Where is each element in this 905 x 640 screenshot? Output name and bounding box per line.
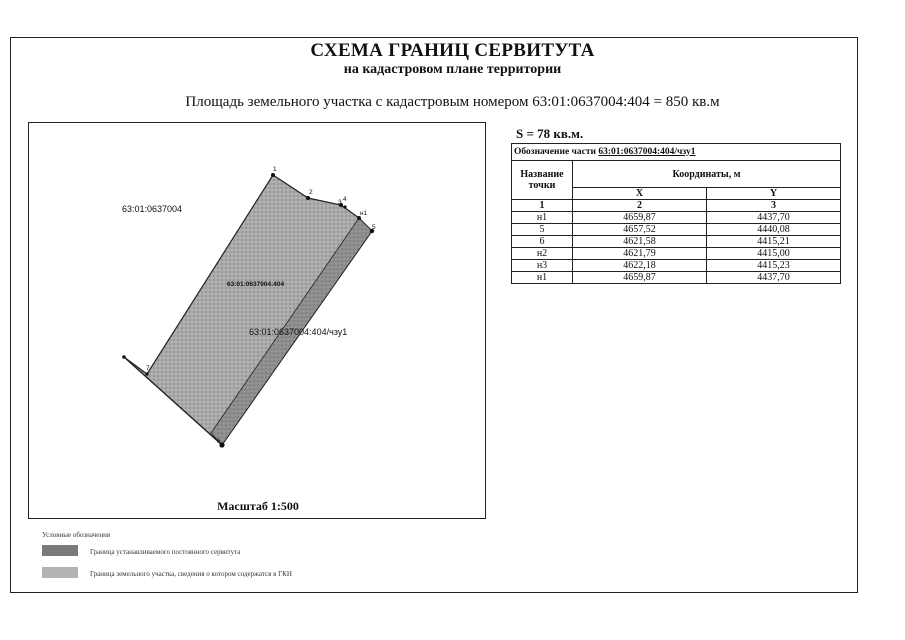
- point-label-2: 2: [309, 189, 313, 196]
- map-scale: Масштаб 1:500: [217, 499, 299, 513]
- table-caption-row: [512, 144, 841, 161]
- legend-swatch-servitude: [42, 545, 78, 556]
- legend-title: Условные обозначения: [42, 531, 111, 539]
- point-label-4: 4: [343, 196, 347, 203]
- vertex-4: [343, 205, 346, 208]
- servitude-area: S = 78 кв.м.: [516, 126, 584, 141]
- vertex-2: [306, 196, 310, 200]
- coordinates-table: [511, 143, 841, 284]
- document-title: СХЕМА ГРАНИЦ СЕРВИТУТА: [310, 40, 595, 61]
- table-row: н3 4622,18 4415,23: [512, 260, 841, 272]
- header-point-name: Название точки: [512, 161, 573, 200]
- parcel-label: 63:01:0637004:404: [227, 281, 285, 288]
- point-label-7: 7: [146, 365, 150, 372]
- column-number-2: 2: [573, 200, 707, 212]
- quarter-label: 63:01:0637004: [122, 204, 183, 214]
- table-row: н1 4659,87 4437,70: [512, 212, 841, 224]
- part-number: 63:01:0637004:404/чзу1: [598, 146, 696, 157]
- cadastral-map: [28, 122, 486, 519]
- table-row: н2 4621,79 4415,00: [512, 248, 841, 260]
- document-subtitle: на кадастровом плане территории: [343, 62, 562, 77]
- header-x: X: [573, 188, 707, 200]
- point-label-1: 1: [273, 166, 277, 173]
- parcel-area-line: Площадь земельного участка с кадастровым номером 63:01:0637004:404 = 850 кв.м: [185, 94, 720, 110]
- legend-text-servitude: Граница устанавливаемого постоянного сервитута: [90, 548, 241, 556]
- map-drawing: [29, 123, 487, 520]
- table-row: н1 4659,87 4437,70: [512, 272, 841, 284]
- header-coordinates: Координаты, м: [573, 161, 841, 188]
- legend-swatch-parcel: [42, 567, 78, 578]
- header-y: Y: [707, 188, 841, 200]
- point-label-6: 6: [217, 438, 221, 445]
- column-number-1: 1: [512, 200, 573, 212]
- point-label-n1: н1: [360, 210, 368, 217]
- servitude-label: 63:01:0637004:404/чзу1: [249, 327, 348, 337]
- vertex-8: [122, 355, 126, 359]
- point-label-5: 5: [372, 224, 376, 231]
- legend-text-parcel: Граница земельного участка, сведения о котором содержатся в ГКН: [90, 570, 292, 578]
- vertex-1: [271, 173, 275, 177]
- part-caption: Обозначение части: [514, 146, 599, 157]
- table-row: 6 4621,58 4415,21: [512, 236, 841, 248]
- table-row: 5 4657,52 4440,08: [512, 224, 841, 236]
- column-number-3: 3: [707, 200, 841, 212]
- vertex-7: [145, 372, 148, 375]
- point-label-3: 3: [338, 199, 342, 206]
